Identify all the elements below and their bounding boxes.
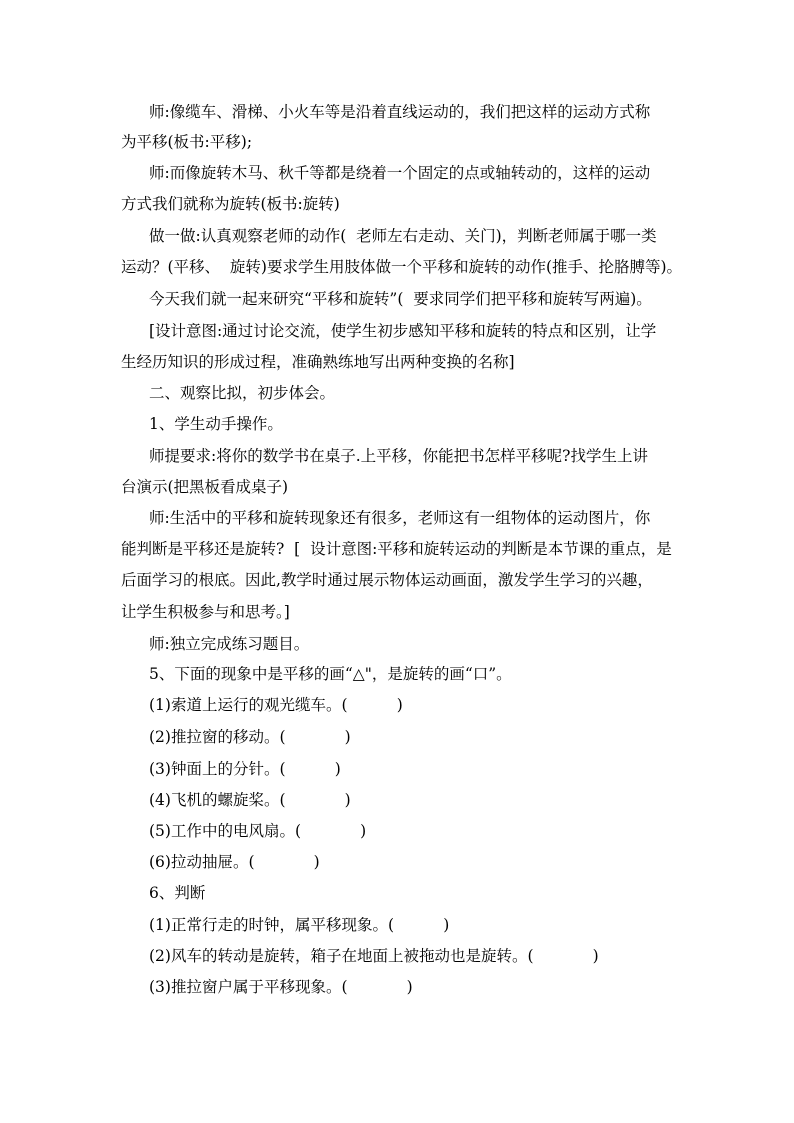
paragraph-line: 师:独立完成练习题目。 (149, 635, 310, 653)
paragraph-line: 为平移(板书:平移); (121, 133, 253, 151)
subsection-heading: 1、学生动手操作。 (149, 415, 283, 433)
paragraph-line: 师:而像旋转木马、秋千等都是绕着一个固定的点或轴转动的，这样的运动 (149, 164, 651, 182)
question-item: (2)推拉窗的移动。( ) (149, 728, 351, 746)
section-heading: 二、观察比拟，初步体会。 (149, 384, 336, 402)
paragraph-line: 师:生活中的平移和旋转现象还有很多，老师这有一组物体的运动图片，你 (149, 509, 651, 527)
paragraph-line: 今天我们就一起来研究“平移和旋转”( 要求同学们把平移和旋转写两遍)。 (149, 290, 652, 308)
paragraph-line: 运动？(平移、 旋转)要求学生用肢体做一个平移和旋转的动作(推手、抡胳膊等)。 (121, 258, 683, 276)
question-item: (3)推拉窗户属于平移现象。( ) (149, 978, 413, 996)
paragraph-line: 台演示(把黑板看成桌子) (121, 478, 289, 496)
question-heading: 6、判断 (149, 884, 206, 902)
paragraph-line: [设计意图:通过讨论交流，使学生初步感知平移和旋转的特点和区别，让学 (149, 322, 657, 340)
paragraph-line: 后面学习的根底。因此,教学时通过展示物体运动画面，激发学生学习的兴趣， (121, 571, 653, 589)
paragraph-line: 方式我们就称为旋转(板书:旋转) (121, 195, 340, 213)
paragraph-line: 生经历知识的形成过程，准确熟练地写出两种变换的名称] (121, 353, 515, 371)
paragraph-line: 做一做:认真观察老师的动作( 老师左右走动、关门)，判断老师属于哪一类 (149, 227, 657, 245)
question-item: (3)钟面上的分针。( ) (149, 760, 341, 778)
paragraph-line: 师:像缆车、滑梯、小火车等是沿着直线运动的，我们把这样的运动方式称 (149, 103, 651, 121)
question-item: (1)索道上运行的观光缆车。( ) (149, 696, 403, 714)
question-item: (1)正常行走的时钟，属平移现象。( ) (149, 916, 450, 934)
question-item: (5)工作中的电风扇。( ) (149, 822, 367, 840)
question-item: (2)风车的转动是旋转，箱子在地面上被拖动也是旋转。( ) (149, 947, 599, 965)
question-item: (6)拉动抽屉。( ) (149, 853, 320, 871)
paragraph-line: 师提要求:将你的数学书在桌子.上平移，你能把书怎样平移呢?找学生上讲 (149, 447, 648, 465)
question-heading: 5、下面的现象中是平移的画“△"，是旋转的画“口”。 (149, 665, 512, 683)
paragraph-line: 让学生积极参与和思考。] (121, 603, 290, 621)
question-item: (4)飞机的螺旋桨。( ) (149, 791, 351, 809)
paragraph-line: 能判断是平移还是旋转? [ 设计意图:平移和旋转运动的判断是本节课的重点，是 (121, 540, 672, 558)
